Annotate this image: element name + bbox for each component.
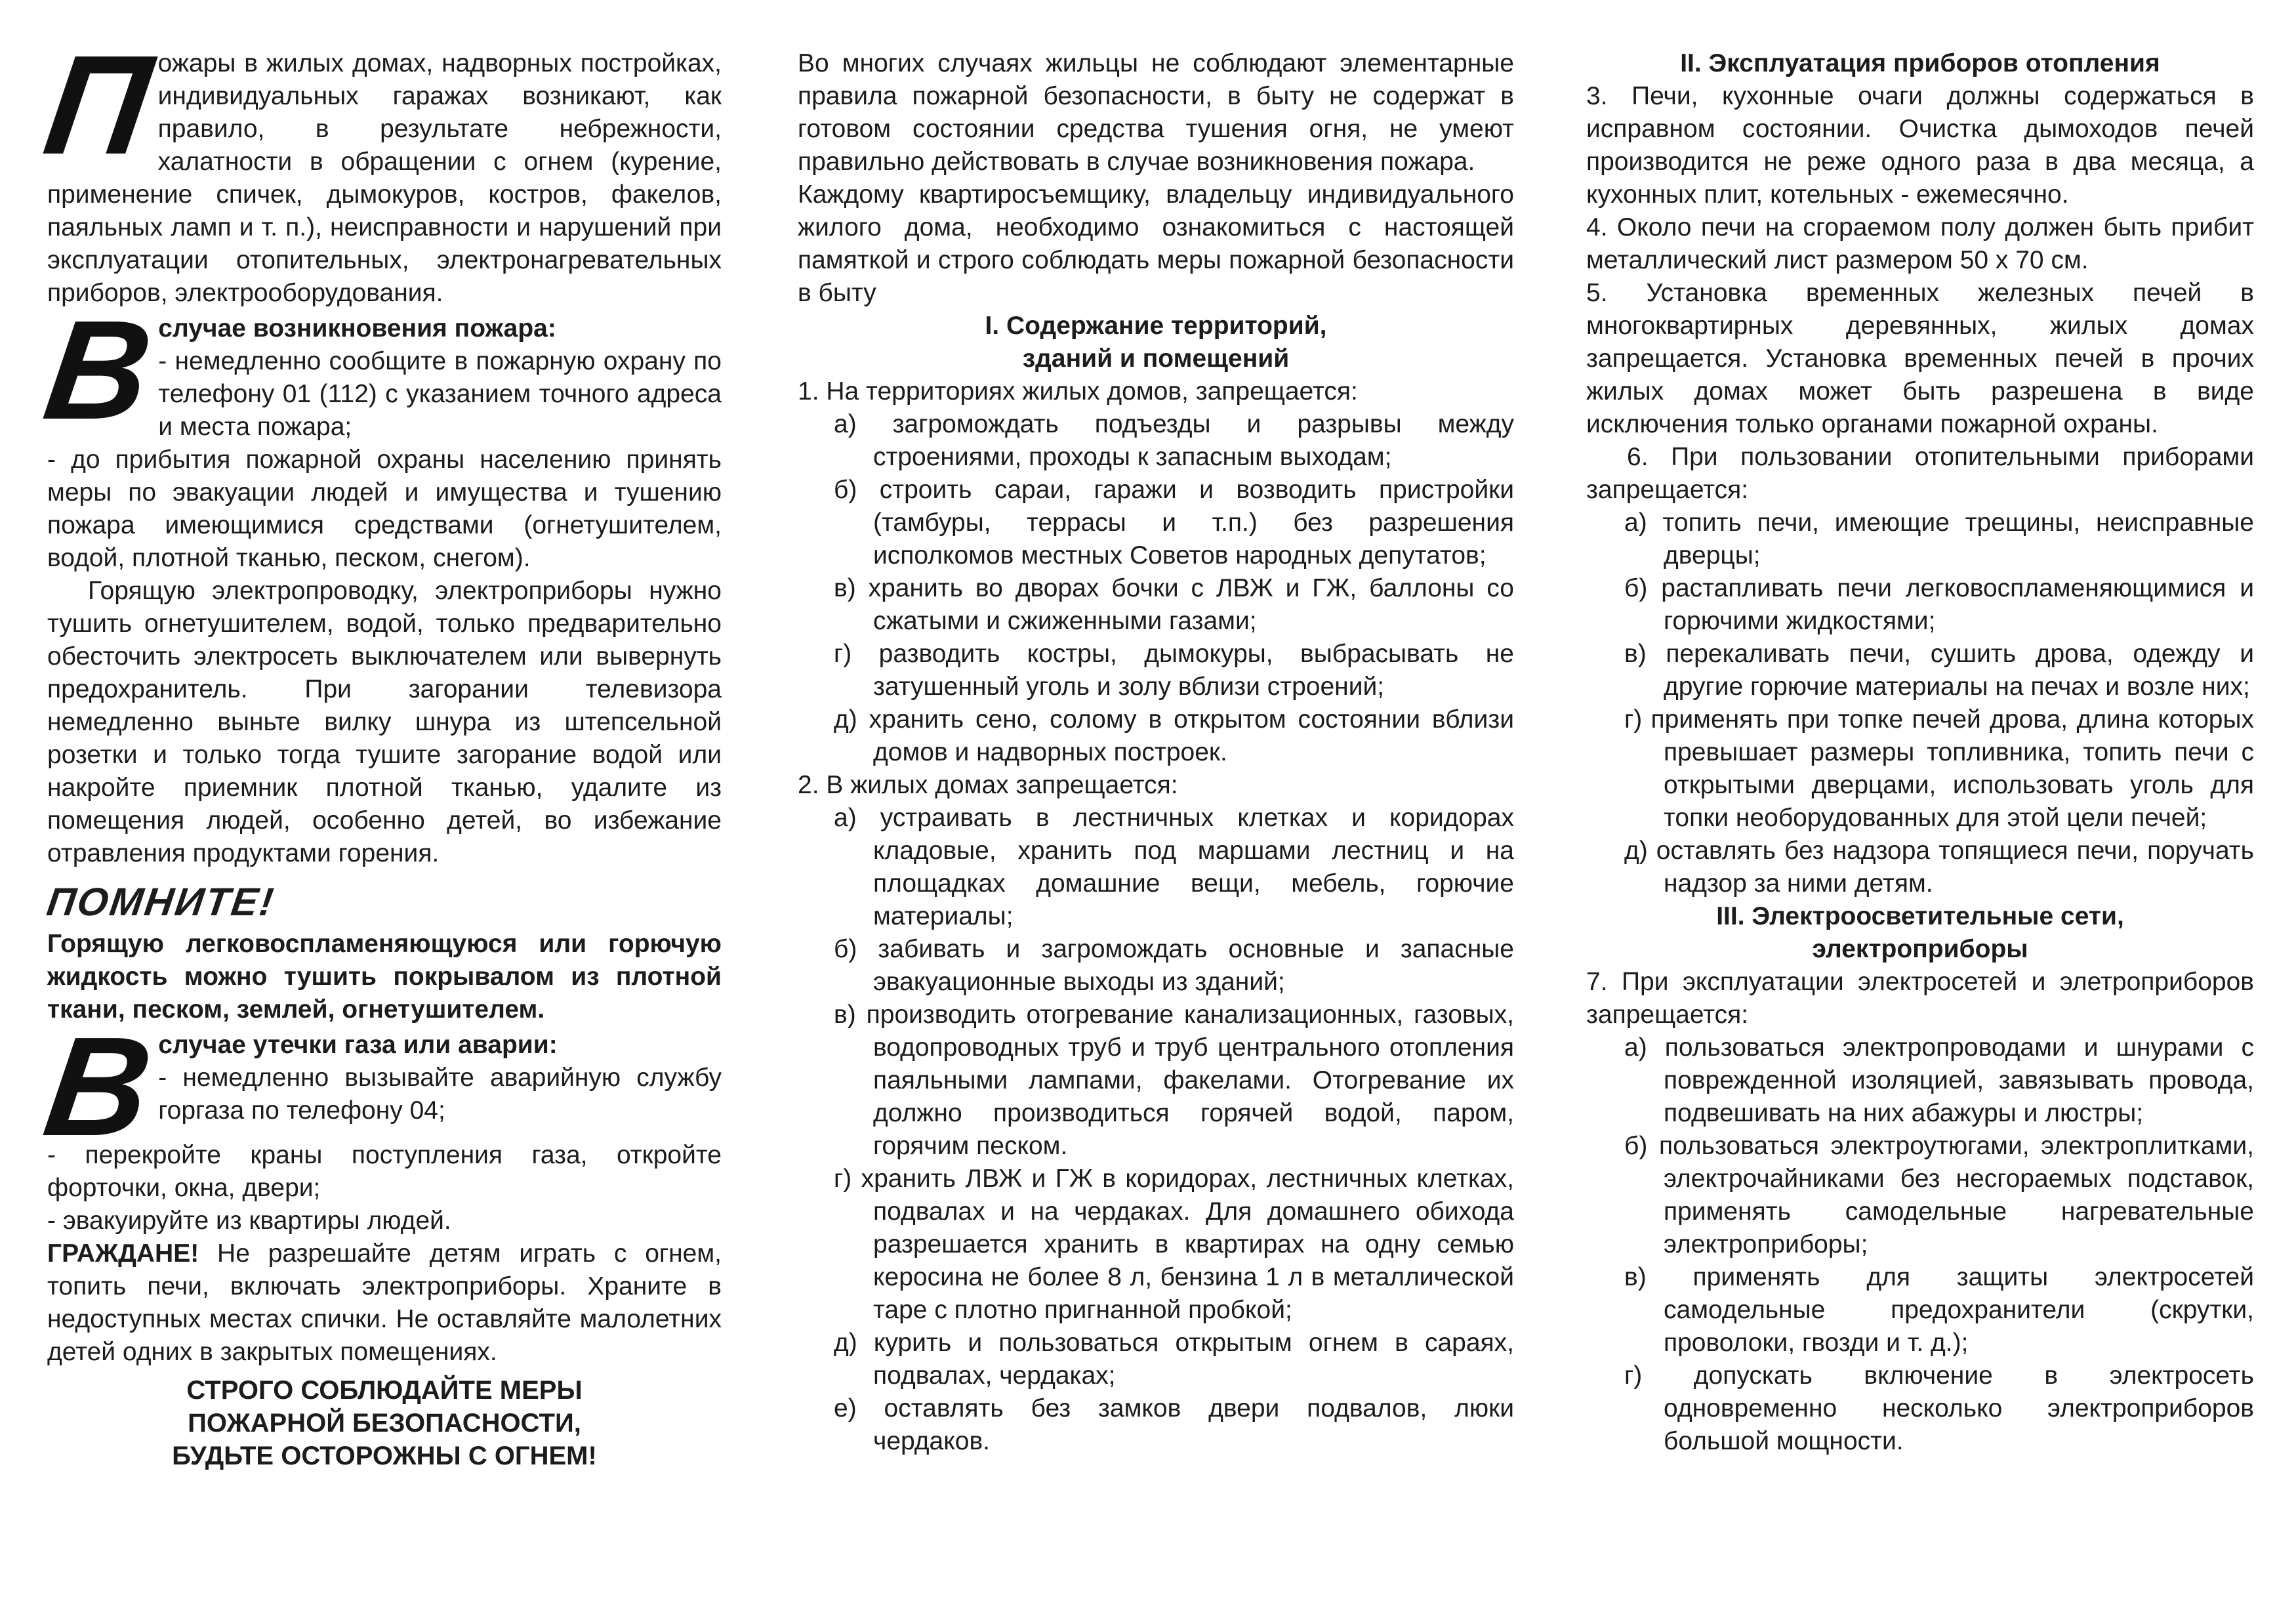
- rule-1-sub-a: а) загромождать подъезды и разрывы между строениями, проходы к запасным выходам;: [834, 410, 1514, 471]
- fire-heading: случае возникновения пожара:: [158, 314, 556, 342]
- closing-slogan: [47, 1374, 722, 1472]
- rule-1-sub-d: д) хранить сено, солому в открытом состоянии вблизи домов и надворных построек.: [834, 705, 1514, 766]
- rule-2-sub-g: г) хранить ЛВЖ и ГЖ в коридорах, лестничных клетках, подвалах и на чердаках. Для домашнего обихода разрешается хранить в квартирах на одну семью керосина не более 8 л, бензина 1 л в металлической таре с плотно пригнанной пробкой;: [834, 1165, 1514, 1324]
- section-3-heading-line-1: III. Электроосветительные сети,: [1716, 902, 2124, 930]
- rule-3: 3. Печи, кухонные очаги должны содержаться в исправном состоянии. Очистка дымоходов печей производится не реже одного раза в два месяца, а кухонных плит, котельных - ежемесячно.: [1586, 82, 2254, 209]
- rule-6-sub-a: а) топить печи, имеющие трещины, неисправные дверцы;: [1624, 508, 2254, 570]
- intro-paragraph: [36, 26, 722, 310]
- column-2: [798, 47, 1514, 1458]
- rule-1: 1. На территориях жилых домов, запрещается:: [798, 377, 1358, 405]
- rule-2-sub-e: е) оставлять без замков двери подвалов, люки чердаков.: [834, 1394, 1514, 1455]
- rule-2: 2. В жилых домах запрещается:: [798, 771, 1178, 799]
- gas-item-2: - перекройте краны поступления газа, откройте форточки, окна, двери;: [47, 1141, 722, 1202]
- rule-6-sub-v: в) перекаливать печи, сушить дрова, одежду и другие горючие материалы на печах и возле них;: [1624, 640, 2254, 701]
- gas-heading: случае утечки газа или аварии:: [158, 1031, 558, 1059]
- closing-line-2: ПОЖАРНОЙ БЕЗОПАСНОСТИ,: [188, 1409, 581, 1438]
- gas-item-3: - эвакуируйте из квартиры людей.: [47, 1207, 451, 1235]
- section-3-heading: [1586, 900, 2254, 966]
- col2-intro-1: Во многих случаях жильцы не соблюдают элементарные правила пожарной безопасности, в быту не содержат в готовом состоянии средства тушения огня, не умеют правильно действовать в случае возникновения пожара.: [798, 49, 1514, 176]
- drop-cap-v-fire: В: [36, 291, 161, 449]
- fire-section: [36, 291, 722, 575]
- fire-item-1: - немедленно сообщите в пожарную охрану по телефону 01 (112) с указанием точного адреса и места пожара;: [158, 347, 722, 441]
- wiring-paragraph: Горящую электропроводку, электроприборы нужно тушить огнетушителем, водой, только предварительно обесточить электросеть выключателем или вывернуть предохранитель. При загорании телевизора немедленно выньте вилку шнура из штепсельной розетки и только тогда тушите загорание водой или накройте приемник плотной тканью, удалите из помещения людей, особенно детей, во избежание отравления продуктами горения.: [47, 577, 722, 867]
- rule-7-sub-b: б) пользоваться электроутюгами, электроплитками, электрочайниками без несгораемых подставок, применять самодельные нагревательные электроприборы;: [1624, 1132, 2254, 1258]
- rule-7-sub-a: а) пользоваться электропроводами и шнурами с поврежденной изоляцией, завязывать провода, подвешивать на них абажуры и люстры;: [1624, 1033, 2254, 1127]
- rule-2-sub-b: б) забивать и загромождать основные и запасные эвакуационные выходы из зданий;: [834, 935, 1514, 996]
- rule-2-sub-v: в) производить отогревание канализационных, газовых, водопроводных труб и труб центрального отопления паяльными лампами, факелами. Отогревание их должно производиться горячей водой, паром, горячим песком.: [834, 1001, 1514, 1160]
- rule-5: 5. Установка временных железных печей в многоквартирных деревянных, жилых домах запрещается. Установка временных печей в прочих жилых домах может быть разрешена в виде исключения только органами пожарной охраны.: [1586, 279, 2254, 438]
- rule-7-sub-g: г) допускать включение в электросеть одновременно несколько электроприборов большой мощности.: [1624, 1361, 2254, 1455]
- section-1-heading: [798, 310, 1514, 375]
- closing-line-3: БУДЬТЕ ОСТОРОЖНЫ С ОГНЕМ!: [172, 1442, 597, 1470]
- remember-text: Горящую легковоспламеняющуюся или горючую жидкость можно тушить покрывалом из плотной ткани, песком, землей, огнетушителем.: [47, 930, 722, 1024]
- citizens-text: Не разрешайте детям играть с огнем, топить печи, включать электроприборы. Храните в недоступных местах спички. Не оставляйте малолетних детей одних в закрытых помещениях.: [47, 1239, 722, 1366]
- rule-4: 4. Около печи на сгораемом полу должен быть прибит металлический лист размером 50 х 70 см.: [1586, 213, 2254, 274]
- closing-line-1: СТРОГО СОБЛЮДАЙТЕ МЕРЫ: [186, 1376, 583, 1405]
- col2-intro-2: Каждому квартиросъемщику, владельцу индивидуального жилого дома, необходимо ознакомиться с настоящей памяткой и строго соблюдать меры пожарной безопасности в быту: [798, 180, 1514, 307]
- drop-cap-v-gas: В: [36, 1007, 161, 1165]
- rule-6-sub-b: б) растапливать печи легковоспламеняющимися и горючими жидкостями;: [1624, 574, 2254, 635]
- rule-7-sub-v: в) применять для защиты электросетей самодельные предохранители (скрутки, проволоки, гвозди и т. д.);: [1624, 1263, 2254, 1357]
- rule-1-sub-v: в) хранить во дворах бочки с ЛВЖ и ГЖ, баллоны со сжатыми и сжиженными газами;: [834, 574, 1514, 635]
- citizens-paragraph: [47, 1237, 722, 1369]
- rule-6-sub-g: г) применять при топке печей дрова, длина которых превышает размеры топливника, топить печи с открытыми дверцами, использовать уголь для топки необорудованных для этой цели печей;: [1624, 705, 2254, 832]
- section-2-heading: II. Эксплуатация приборов отопления: [1680, 49, 2160, 77]
- rule-6: 6. При пользовании отопительными приборами запрещается:: [1586, 443, 2254, 504]
- column-3: [1586, 47, 2254, 1458]
- rule-6-sub-d: д) оставлять без надзора топящиеся печи, поручать надзор за ними детям.: [1624, 837, 2254, 898]
- column-1: [36, 26, 722, 1472]
- rule-7: 7. При эксплуатации электросетей и элетроприборов запрещается:: [1586, 968, 2254, 1029]
- section-1-heading-line-1: I. Содержание территорий,: [985, 312, 1327, 340]
- section-3-heading-line-2: электроприборы: [1812, 935, 2028, 963]
- fire-item-2: - до прибытия пожарной охраны населению принять меры по эвакуации людей и имущества и тушению пожара имеющимися средствами (огнетушителем, водой, плотной тканью, песком, снегом).: [47, 446, 722, 572]
- rule-1-sub-g: г) разводить костры, дымокуры, выбрасывать не затушенный уголь и золу вблизи строений;: [834, 640, 1514, 701]
- rule-1-sub-b: б) строить сараи, гаражи и возводить пристройки (тамбуры, террасы и т.п.) без разрешения исполкомов местных Советов народных депутатов;: [834, 476, 1514, 570]
- remember-heading: ПОМНИТЕ!: [44, 880, 278, 924]
- section-1-heading-line-2: зданий и помещений: [1022, 344, 1290, 373]
- rule-2-sub-d: д) курить и пользоваться открытым огнем в сараях, подвалах, чердаках;: [834, 1329, 1514, 1390]
- gas-section: [36, 1007, 722, 1165]
- drop-cap-p: П: [36, 26, 160, 184]
- citizens-label: ГРАЖДАНЕ!: [47, 1239, 199, 1268]
- gas-item-1: - немедленно вызывайте аварийную службу горгаза по телефону 04;: [158, 1064, 722, 1125]
- rule-2-sub-a: а) устраивать в лестничных клетках и коридорах кладовые, хранить под маршами лестниц и на площадках домашние вещи, мебель, горючие материалы;: [834, 804, 1514, 930]
- intro-text: ожары в жилых домах, надворных постройках, индивидуальных гаражах возникают, как правило, в результате небрежности, халатности в обращении с огнем (курение, применение спичек, дымокуров, костров, факелов, паяльных ламп и т. п.), неисправности и нарушений при эксплуатации отопительных, электронагревательных приборов, электрооборудования.: [47, 49, 722, 307]
